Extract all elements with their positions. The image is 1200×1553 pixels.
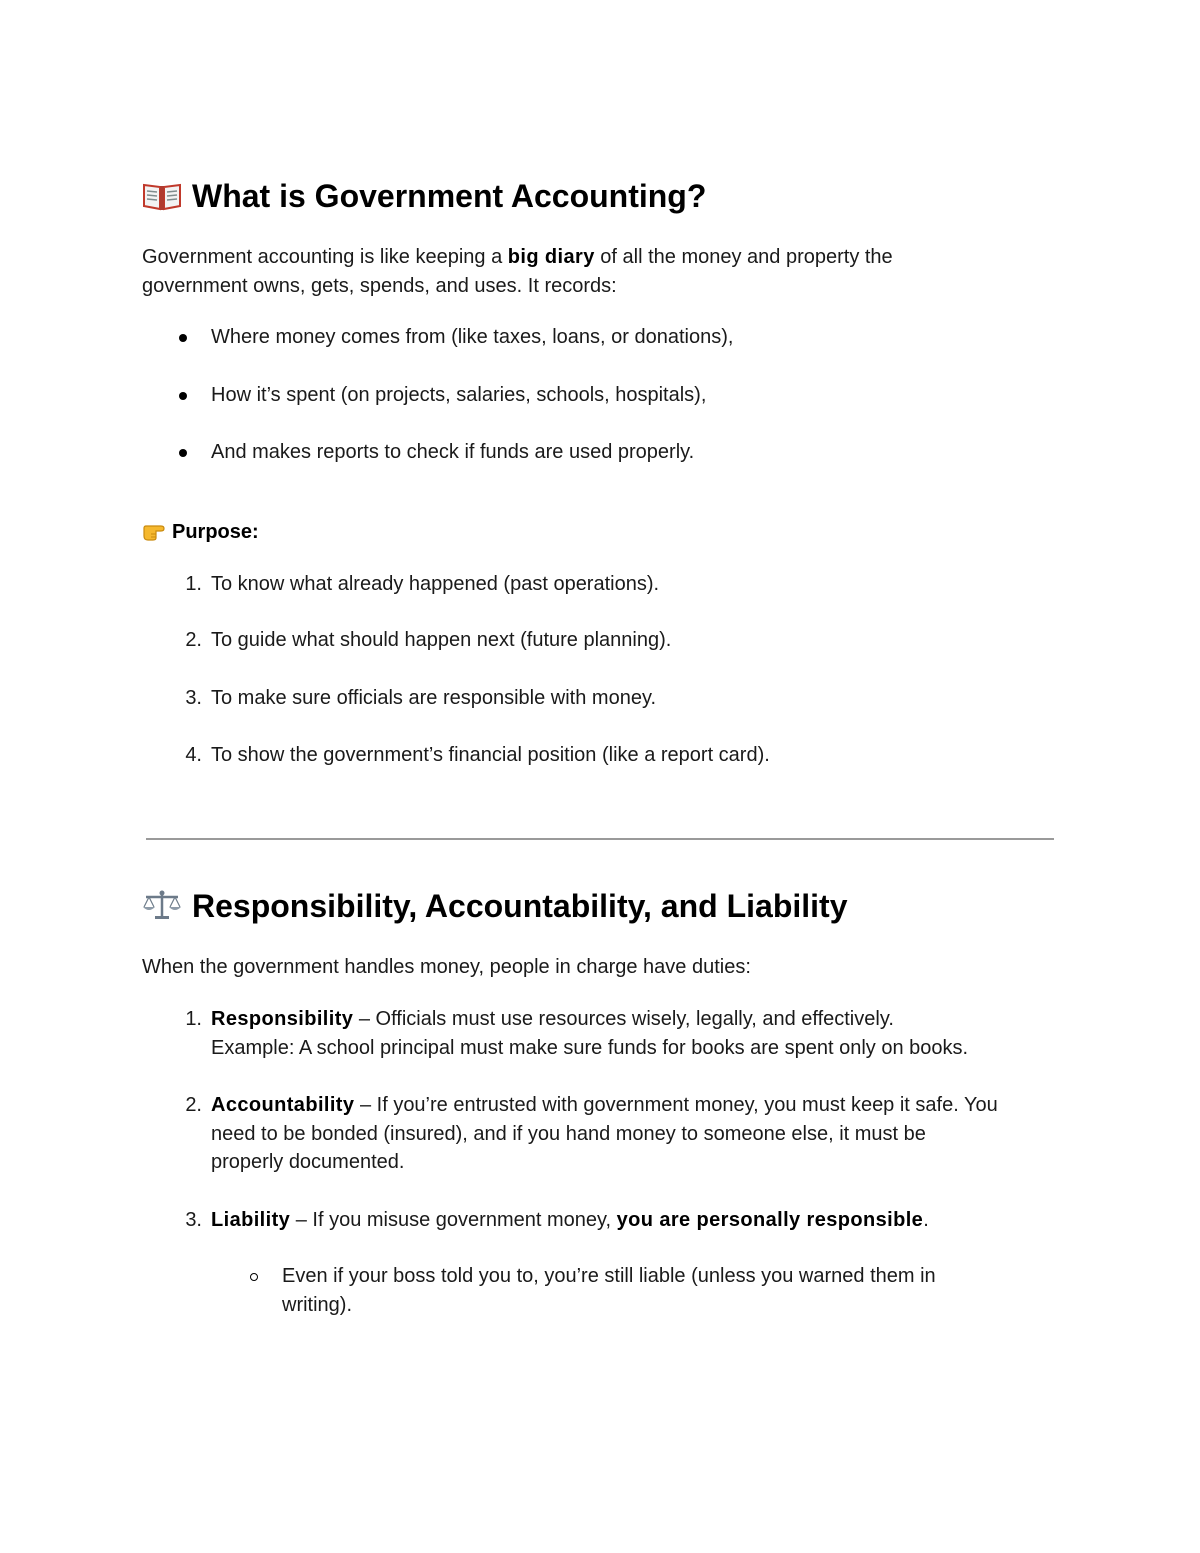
definition-end: .	[923, 1209, 929, 1231]
section-heading-text: What is Government Accounting?	[192, 178, 707, 214]
section-heading-government-accounting	[142, 176, 706, 216]
list-number: 1.	[185, 1008, 202, 1030]
purpose-label-text: Purpose:	[172, 521, 259, 543]
horizontal-divider	[146, 838, 1054, 840]
bullet-text: Where money comes from (like taxes, loans, or donations),	[211, 326, 734, 348]
list-item-text: To know what already happened (past operations).	[211, 573, 660, 595]
list-number: 1.	[185, 573, 202, 595]
bullet-text: And makes reports to check if funds are used properly.	[211, 441, 695, 463]
definition-text: – Officials must use resources wisely, legally, and effectively.	[353, 1008, 894, 1030]
balance-scale-icon	[142, 889, 182, 921]
intro-text-line2: government owns, gets, spends, and uses. It records:	[142, 274, 617, 297]
list-item-text	[211, 1206, 1058, 1235]
example-text: Example: A school principal must make sure funds for books are spent only on books.	[211, 1036, 969, 1059]
open-book-icon	[142, 179, 182, 211]
sub-item-line2: writing).	[282, 1293, 353, 1316]
pointing-hand-icon	[142, 520, 168, 542]
sub-list-item-text	[282, 1262, 1058, 1319]
section-heading-responsibility	[142, 886, 847, 926]
list-item-text	[211, 1005, 1058, 1062]
bullet-icon	[179, 334, 187, 342]
list-number: 3.	[185, 1209, 202, 1231]
bullet-text: How it’s spent (on projects, salaries, schools, hospitals),	[211, 384, 707, 406]
definition-text: – If you’re entrusted with government money, you must keep it safe. You	[354, 1094, 998, 1116]
term-liability: Liability	[211, 1209, 291, 1231]
sub-item-line1: Even if your boss told you to, you’re still liable (unless you warned them in	[282, 1265, 936, 1287]
definition-text: – If you misuse government money,	[290, 1209, 617, 1231]
definition-emphasis: you are personally responsible	[616, 1209, 924, 1231]
definition-text-line3: properly documented.	[211, 1151, 405, 1173]
list-number: 2.	[185, 1094, 202, 1116]
hollow-bullet-icon	[250, 1273, 258, 1281]
intro-emphasis: big diary	[507, 246, 595, 268]
list-item-text	[211, 1091, 1058, 1177]
list-item-text: To guide what should happen next (future planning).	[211, 629, 672, 651]
bullet-icon	[179, 449, 187, 457]
list-number: 2.	[185, 629, 202, 651]
intro-paragraph	[142, 243, 1058, 300]
duties-intro: When the government handles money, people in charge have duties:	[142, 956, 751, 978]
intro-text-continued: of all the money and property the	[594, 246, 893, 268]
list-item-text: To show the government’s financial position (like a report card).	[211, 744, 770, 766]
list-number: 3.	[185, 687, 202, 709]
bullet-icon	[179, 392, 187, 400]
intro-text: Government accounting is like keeping a	[142, 246, 508, 268]
definition-text-line2: need to be bonded (insured), and if you hand money to someone else, it must be	[211, 1122, 926, 1145]
term-responsibility: Responsibility	[211, 1008, 354, 1030]
list-item-text: To make sure officials are responsible with money.	[211, 687, 657, 709]
list-number: 4.	[185, 744, 202, 766]
section-heading-text: Responsibility, Accountability, and Liability	[192, 888, 848, 924]
term-accountability: Accountability	[211, 1094, 355, 1116]
purpose-label	[142, 518, 259, 546]
